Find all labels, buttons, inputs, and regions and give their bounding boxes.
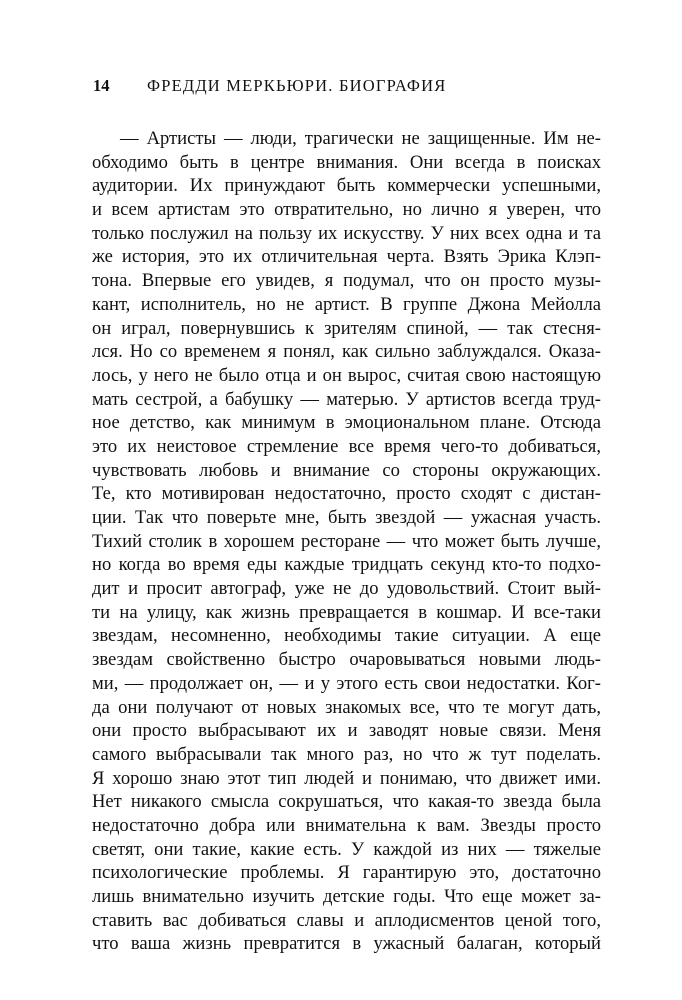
- running-head: [93, 76, 613, 100]
- text-line: психологические проблемы. Я гарантирую это, достаточно: [92, 862, 601, 884]
- text-line: лишь внимательно изучить детские годы. Что еще может за-: [92, 886, 601, 907]
- text-line: Нет никакого смысла сокрушаться, что какая-то звезда была: [92, 791, 601, 813]
- text-line: и всем артистам это отвратительно, но лично я уверен, что: [92, 199, 601, 221]
- text-line: обходимо быть в центре внимания. Они всегда в поисках: [92, 151, 601, 173]
- text-line: Тихий столик в хорошем ресторане — что может быть лучше,: [92, 530, 601, 552]
- text-line: звездам свойственно быстро очаровываться новыми людь-: [92, 649, 601, 671]
- text-line: это их неистовое стремление все время чего-то добиваться,: [92, 435, 601, 457]
- text-line: Я хорошо знаю этот тип людей и понимаю, что движет ими.: [92, 767, 601, 789]
- text-line: дит и просит автограф, уже не до удовольствий. Стоит вый-: [92, 578, 601, 600]
- book-title: ФРЕДДИ МЕРКЬЮРИ. БИОГРАФИЯ: [147, 76, 447, 95]
- text-line: же история, это их отличительная черта. Взять Эрика Клэп-: [92, 246, 601, 268]
- text-line: ти на улицу, как жизнь превращается в кошмар. И все-таки: [92, 601, 601, 623]
- text-line: он играл, повернувшись к зрителям спиной, — так стесня-: [92, 317, 601, 339]
- text-line: да они получают от новых знакомых все, что те могут дать,: [92, 696, 601, 718]
- text-line: — Артисты — люди, трагически не защищенные. Им не-: [120, 128, 601, 149]
- page-number: 14: [93, 76, 110, 95]
- text-line: звездам, несомненно, необходимы такие ситуации. А еще: [92, 625, 601, 647]
- body-text: [92, 127, 601, 956]
- text-line: но когда во время еды каждые тридцать секунд кто-то подхо-: [92, 554, 601, 576]
- text-line: они просто выбрасывают их и заводят новые связи. Меня: [92, 720, 601, 742]
- text-line: мать сестрой, а бабушку — матерью. У артистов всегда труд-: [92, 388, 601, 410]
- text-line: ции. Так что поверьте мне, быть звездой — ужасная участь.: [92, 507, 601, 528]
- text-line: чувствовать любовь и внимание со стороны окружающих.: [92, 459, 601, 481]
- text-line: ставить вас добиваться славы и аплодисментов ценой того,: [92, 909, 601, 931]
- text-line: самого выбрасывали так много раз, но что ж тут поделать.: [92, 743, 601, 765]
- text-line: Те, кто мотивирован недостаточно, просто сходят с дистан-: [92, 483, 601, 505]
- text-line: светят, они такие, какие есть. У каждой из них — тяжелые: [92, 838, 601, 860]
- text-line: ное детство, как минимум в эмоциональном плане. Отсюда: [92, 412, 601, 434]
- text-line: что ваша жизнь превратится в ужасный балаган, который: [92, 933, 601, 955]
- text-line: кант, исполнитель, но не артист. В группе Джона Мейолла: [92, 293, 601, 315]
- text-line: недостаточно добра или внимательна к вам. Звезды просто: [92, 814, 601, 836]
- text-line: лся. Но со временем я понял, как сильно заблуждался. Оказа-: [92, 341, 601, 363]
- text-line: тона. Впервые его увидев, я подумал, что он просто музы-: [92, 270, 601, 292]
- text-line: лось, у него не было отца и он вырос, считая свою настоящую: [92, 364, 601, 386]
- text-line: только послужил на пользу их искусству. У них всех одна и та: [92, 222, 601, 244]
- text-line: аудитории. Их принуждают быть коммерчески успешными,: [92, 175, 601, 197]
- text-line: ми, — продолжает он, — и у этого есть свои недостатки. Ког-: [92, 672, 601, 694]
